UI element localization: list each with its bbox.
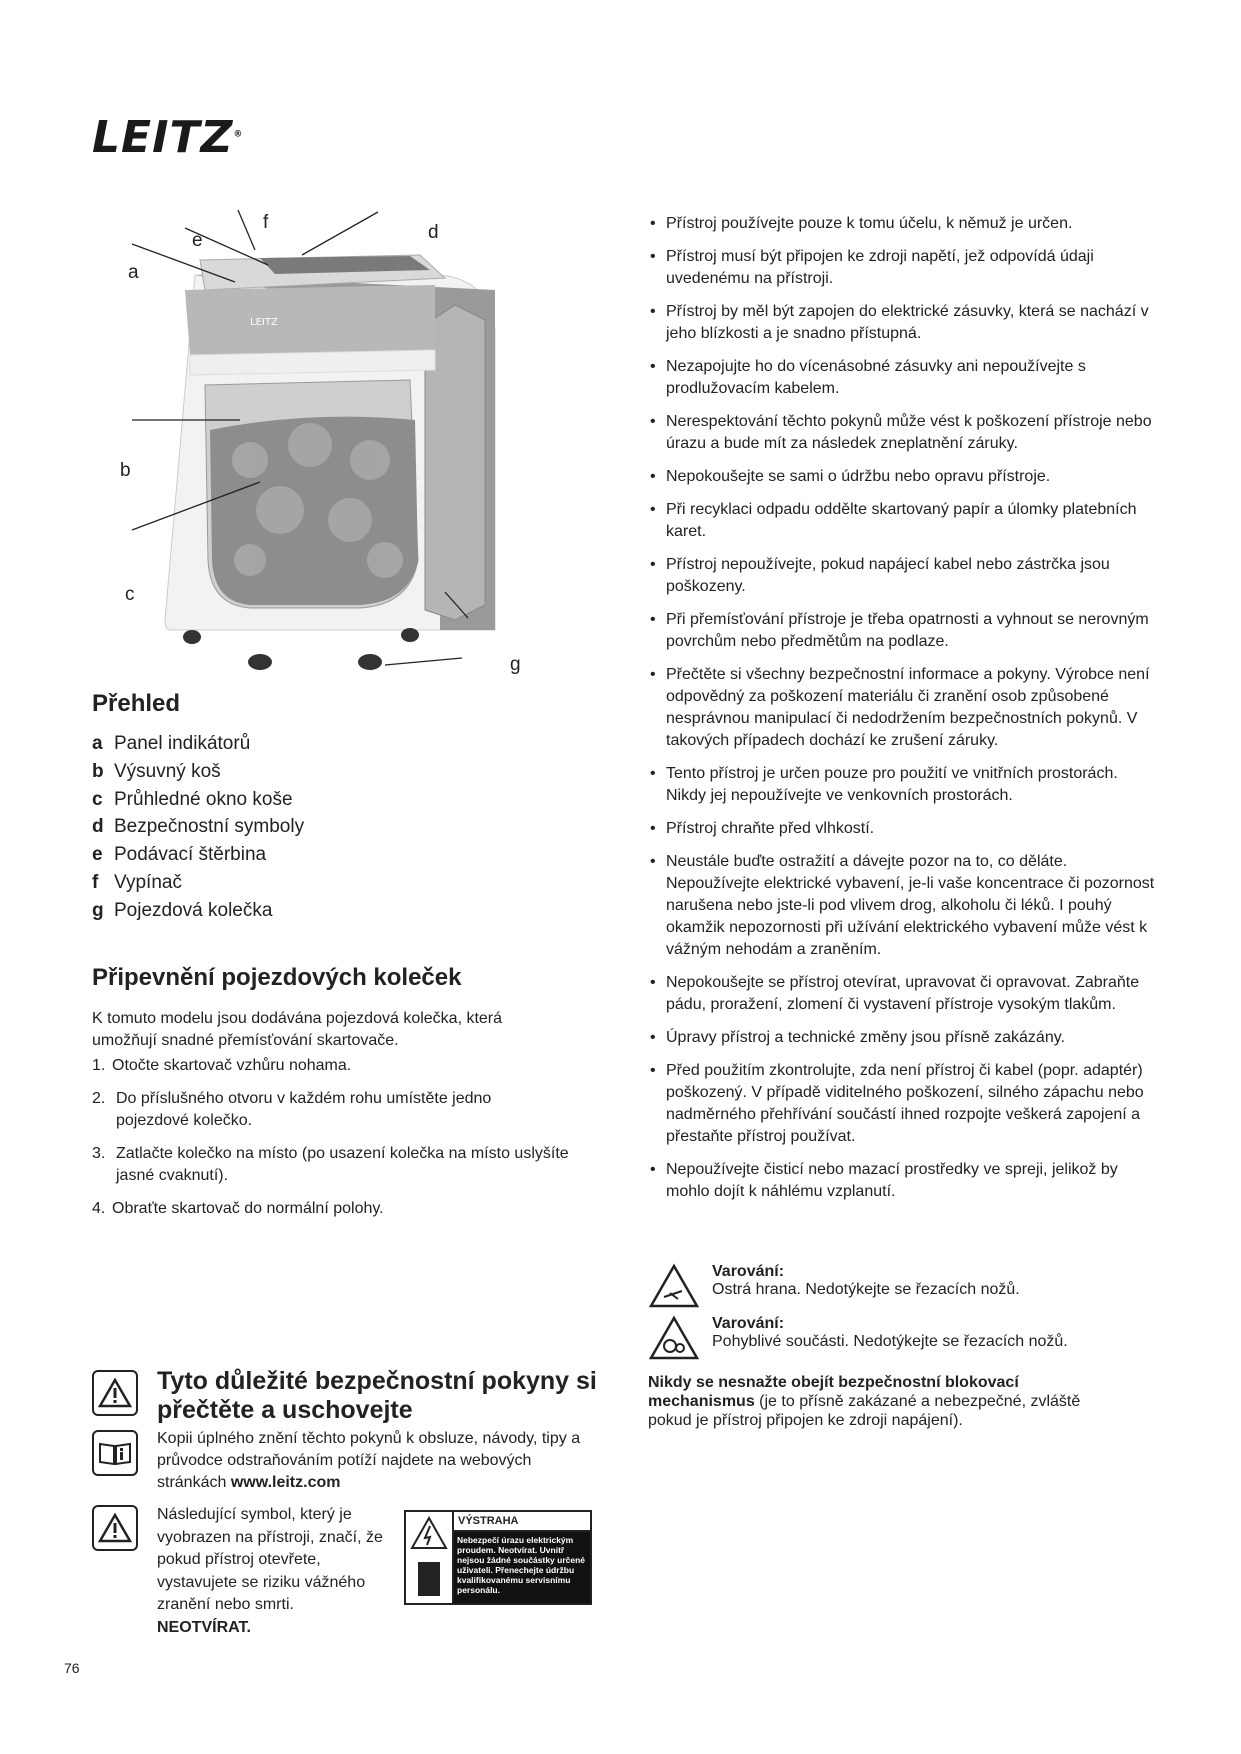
overview-item — [92, 869, 304, 897]
symbol-text-block — [157, 1504, 387, 1639]
warning-moving-parts — [648, 1315, 1068, 1361]
step-number: 4. — [92, 1200, 106, 1217]
bullet-item: • Přístroj musí být připojen ke zdroji napětí, jež odpovídá údaji uvedenému na přístroji. — [648, 246, 1158, 290]
overview-label: Výsuvný koš — [114, 760, 221, 782]
bullet-text: Tento přístroj je určen pouze pro použití ve vnitřních prostorách. Nikdy jej nepoužívejte ve venkovních prostorách. — [666, 765, 1118, 804]
bullet-item: • Před použitím zkontrolujte, zda není přístroj či kabel (popr. adaptér) poškozený. V případě viditelného poškození, silného zápachu nebo nadměrného přehřívání součástí ihned rozpojte veškerá zapojení a přestaňte přístroj používat. — [648, 1060, 1158, 1148]
overview-title: Přehled — [92, 690, 181, 717]
overview-label: Podávací štěrbina — [114, 844, 267, 866]
bullet-text: Při přemísťování přístroje je třeba opatrnosti a vyhnout se nerovným povrchům nebo předmětům na podlaze. — [666, 611, 1149, 650]
sharp-edge-icon — [648, 1263, 700, 1309]
warning-title: Varování: — [712, 1263, 785, 1280]
step-text: Otočte skartovač vzhůru nohama. — [112, 1057, 352, 1074]
overview-item — [92, 813, 304, 841]
overview-list — [92, 730, 304, 925]
step-text: Obraťte skartovač do normální polohy. — [112, 1200, 384, 1217]
overview-item — [92, 730, 304, 758]
step-item — [92, 1143, 602, 1187]
step-item — [92, 1088, 602, 1132]
bullet-item: • Přístroj by měl být zapojen do elektrické zásuvky, která se nachází v jeho blízkosti a je snadno přístupná. — [648, 301, 1158, 345]
bullet-item: • Tento přístroj je určen pouze pro použití ve vnitřních prostorách. Nikdy jej nepoužívejte ve venkovních prostorách. — [648, 763, 1158, 807]
bullet-item: • Při přemísťování přístroje je třeba opatrnosti a vyhnout se nerovným povrchům nebo předmětům na podlaze. — [648, 609, 1158, 653]
safety-title: Tyto důležité bezpečnostní pokyny si přečtěte a uschovejte — [157, 1367, 597, 1424]
overview-item — [92, 841, 304, 869]
bullet-text: Při recyklaci odpadu oddělte skartovaný papír a úlomky platebních karet. — [666, 501, 1137, 540]
bullet-item: • Při recyklaci odpadu oddělte skartovaný papír a úlomky platebních karet. — [648, 499, 1158, 543]
do-not-open: NEOTVÍRAT. — [157, 1618, 251, 1636]
step-text: Zatlačte kolečko na místo (po usazení kolečka na místo uslyšíte jasné cvaknutí). — [116, 1145, 569, 1184]
shock-hazard-icon — [406, 1512, 454, 1603]
casters-title: Připevnění pojezdových koleček — [92, 964, 462, 991]
label-header: VÝSTRAHA — [454, 1512, 590, 1532]
callout-a: a — [128, 262, 139, 283]
overview-label: Průhledné okno koše — [114, 788, 293, 810]
callout-d: d — [428, 222, 439, 243]
bullet-text: Neustále buďte ostražití a dávejte pozor na to, co děláte. Nepoužívejte elektrické vybavení, je-li vaše koncentrace či pozornost narušena nebo jste-li pod vlivem drog, alkoholu či léků. I pouhý okamžik nepozornosti při užívání elektrického vybavení může vést k vážným nehodám a zraněním. — [666, 853, 1155, 958]
callout-f: f — [263, 212, 269, 233]
overview-label: Bezpečnostní symboly — [114, 816, 305, 838]
callout-c: c — [125, 584, 135, 605]
overview-key: f — [92, 871, 99, 893]
manual-text-block — [157, 1428, 597, 1494]
logo-text: LEITZ — [92, 112, 234, 163]
warning-text: Ostrá hrana. Nedotýkejte se řezacích nožů. — [712, 1281, 1020, 1298]
overview-item — [92, 897, 304, 925]
bullet-text: Před použitím zkontrolujte, zda není přístroj či kabel (popr. adaptér) poškozený. V případě viditelného poškození, silného zápachu nebo nadměrného přehřívání součástí ihned rozpojte veškerá zapojení a přestaňte přístroj používat. — [666, 1062, 1144, 1145]
bullet-item: • Nerespektování těchto pokynů může vést k poškození přístroje nebo úrazu a bude mít za následek zneplatnění záruky. — [648, 411, 1158, 455]
bullet-item: • Přístroj chraňte před vlhkostí. — [648, 818, 1158, 840]
bullet-item: • Přístroj používejte pouze k tomu účelu, k němuž je určen. — [648, 213, 1158, 235]
step-number: 2. — [92, 1090, 106, 1107]
bullet-item: • Přečtěte si všechny bezpečnostní informace a pokyny. Výrobce není odpovědný za poškození materiálu či zranění osob způsobené nesprávnou manipulací či nedodržením bezpečnostních pokynů. V takových případech dochází ke zrušení záruky. — [648, 664, 1158, 752]
overview-key: b — [92, 760, 104, 782]
bullet-item: • Přístroj nepoužívejte, pokud napájecí kabel nebo zástrčka jsou poškozeny. — [648, 554, 1158, 598]
bullet-item: • Nepokoušejte se přístroj otevírat, upravovat či opravovat. Zabraňte pádu, proražení, zlomení či vystavení přístroje vysokým tlakům. — [648, 972, 1158, 1016]
shredder-drawing — [110, 210, 540, 690]
bullet-text: Nepokoušejte se sami o údržbu nebo opravu přístroje. — [666, 468, 1051, 485]
step-item — [92, 1055, 602, 1077]
overview-key: d — [92, 816, 104, 838]
overview-item — [92, 786, 304, 814]
page-number: 76 — [64, 1660, 80, 1676]
warning-title: Varování: — [712, 1315, 785, 1332]
overview-item — [92, 758, 304, 786]
bullet-text: Nezapojujte ho do vícenásobné zásuvky ani nepoužívejte s prodlužovacím kabelem. — [666, 358, 1086, 397]
logo-reg: ® — [233, 129, 244, 140]
bullet-text: Nepokoušejte se přístroj otevírat, upravovat či opravovat. Zabraňte pádu, proražení, zlomení či vystavení přístroje vysokým tlakům. — [666, 974, 1140, 1013]
moving-parts-icon — [648, 1315, 700, 1361]
bullet-text: Přístroj nepoužívejte, pokud napájecí kabel nebo zástrčka jsou poškozeny. — [666, 556, 1110, 595]
bullet-item: • Nepokoušejte se sami o údržbu nebo opravu přístroje. — [648, 466, 1158, 488]
step-number: 3. — [92, 1145, 106, 1162]
bullet-text: Přístroj by měl být zapojen do elektrické zásuvky, která se nachází v jeho blízkosti a je snadno přístupná. — [666, 303, 1149, 342]
final-note-bold: Nikdy se nesnažte obejít bezpečnostní blokovací mechanismus — [648, 1374, 1019, 1410]
warning-triangle-icon — [92, 1370, 138, 1416]
bullet-item: • Úpravy přístroj a technické změny jsou přísně zakázány. — [648, 1027, 1158, 1049]
bullet-text: Přístroj používejte pouze k tomu účelu, k němuž je určen. — [666, 215, 1073, 232]
bullet-item: • Neustále buďte ostražití a dávejte pozor na to, co děláte. Nepoužívejte elektrické vybavení, je-li vaše koncentrace či pozornost narušena nebo jste-li pod vlivem drog, alkoholu či léků. I pouhý okamžik nepozornosti při užívání elektrického vybavení může vést k vážným nehodám a zraněním. — [648, 851, 1158, 961]
bullet-item: • Nepoužívejte čisticí nebo mazací prostředky ve spreji, jelikož by mohlo dojít k náhlému vzplanutí. — [648, 1159, 1158, 1203]
callout-g: g — [510, 654, 521, 675]
shock-warning-label — [404, 1510, 592, 1605]
overview-label: Pojezdová kolečka — [114, 899, 273, 921]
shredder-brand-text: LEITZ — [250, 317, 278, 328]
step-number: 1. — [92, 1057, 106, 1074]
overview-key: e — [92, 844, 103, 866]
warning-triangle-icon — [92, 1505, 138, 1551]
label-body: Nebezpečí úrazu elektrickým proudem. Neotvírat. Uvnitř nejsou žádné součástky určené uživateli. Přenechejte údržbu kvalifikovanému servisnímu personálu. — [454, 1532, 590, 1603]
leitz-logo — [92, 112, 243, 163]
bullet-item: • Nezapojujte ho do vícenásobné zásuvky ani nepoužívejte s prodlužovacím kabelem. — [648, 356, 1158, 400]
manual-book-icon — [92, 1430, 138, 1476]
final-note — [648, 1373, 1118, 1430]
bullet-text: Přístroj chraňte před vlhkostí. — [666, 820, 875, 837]
overview-key: a — [92, 733, 103, 754]
overview-label: Panel indikátorů — [114, 733, 251, 754]
symbol-text: Následující symbol, který je vyobrazen na přístroji, značí, že pokud přístroj otevřete, vystavujete se riziku vážného zranění nebo smrti. — [157, 1506, 383, 1613]
shredder-illustration — [110, 210, 540, 690]
casters-steps — [92, 1055, 602, 1231]
warning-text: Pohyblivé součásti. Nedotýkejte se řezacích nožů. — [712, 1333, 1068, 1350]
safety-bullets — [648, 213, 1158, 1214]
bullet-text: Přečtěte si všechny bezpečnostní informace a pokyny. Výrobce není odpovědný za poškození materiálu či zranění osob způsobené nesprávnou manipulací či nedodržením bezpečnostních pokynů. V takových případech dochází ke zrušení záruky. — [666, 666, 1150, 749]
overview-key: g — [92, 899, 104, 921]
step-text: Do příslušného otvoru v každém rohu umístěte jedno pojezdové kolečko. — [116, 1090, 492, 1129]
callout-e: e — [192, 230, 203, 251]
callout-b: b — [120, 460, 131, 481]
bullet-text: Přístroj musí být připojen ke zdroji napětí, jež odpovídá údaji uvedenému na přístroji. — [666, 248, 1094, 287]
manual-text: Kopii úplného znění těchto pokynů k obsluze, návody, tipy a průvodce odstraňováním potíží najdete na webových stránkách — [157, 1430, 581, 1491]
step-item — [92, 1198, 602, 1220]
website-link[interactable]: www.leitz.com — [230, 1474, 341, 1491]
bullet-text: Nepoužívejte čisticí nebo mazací prostředky ve spreji, jelikož by mohlo dojít k náhlému vzplanutí. — [666, 1161, 1118, 1200]
overview-key: c — [92, 788, 103, 810]
warning-sharp-edge — [648, 1263, 1020, 1309]
bullet-text: Nerespektování těchto pokynů může vést k poškození přístroje nebo úrazu a bude mít za následek zneplatnění záruky. — [666, 413, 1152, 452]
bullet-text: Úpravy přístroj a technické změny jsou přísně zakázány. — [666, 1029, 1065, 1046]
final-note-rest: (je to přísně zakázané a nebezpečné, zvláště pokud je přístroj připojen ke zdroji napájení). — [648, 1393, 1081, 1429]
casters-intro: K tomuto modelu jsou dodávána pojezdová kolečka, která umožňují snadné přemísťování skartovače. — [92, 1010, 503, 1049]
overview-label: Vypínač — [114, 871, 182, 893]
